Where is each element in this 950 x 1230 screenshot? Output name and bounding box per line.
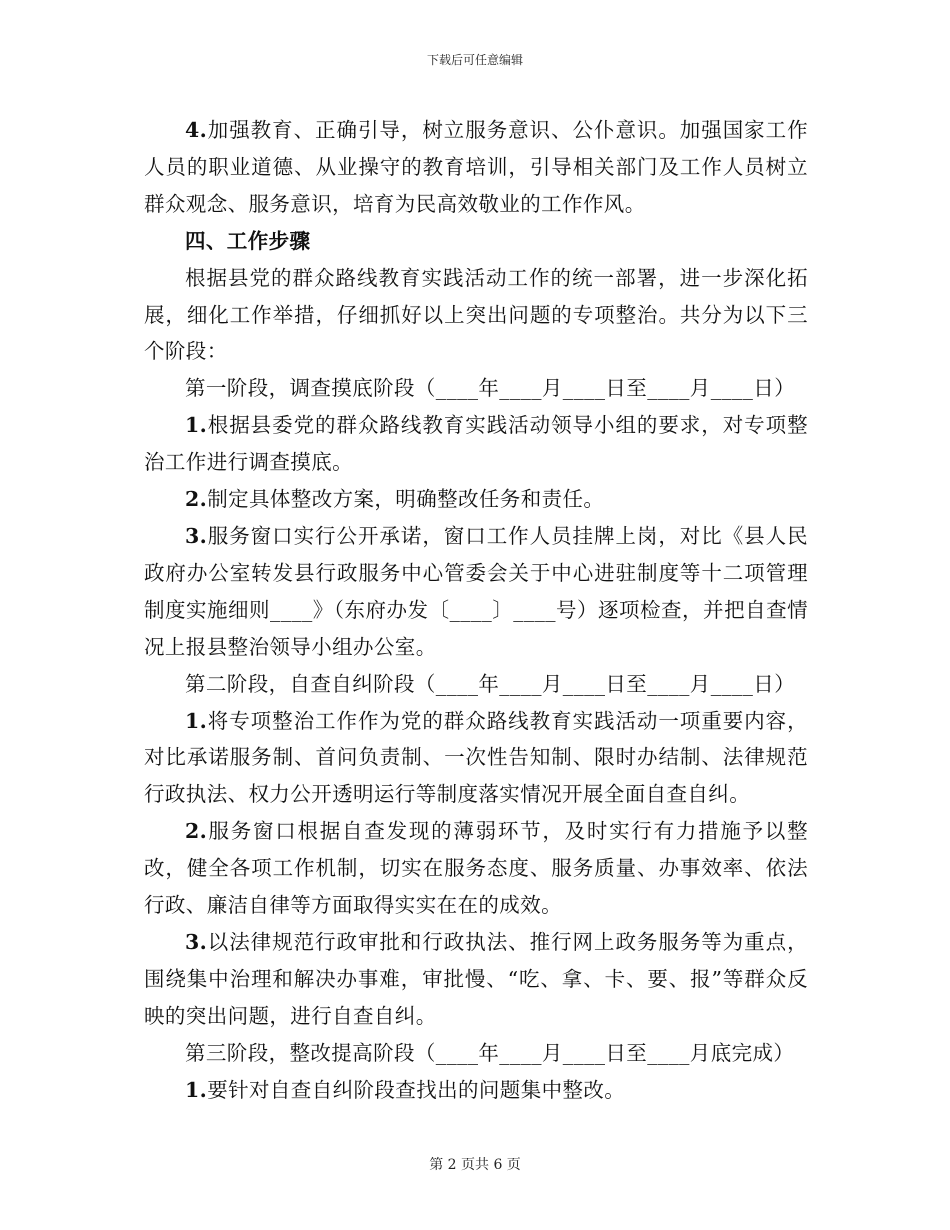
page-header-note: 下载后可任意编辑 bbox=[426, 53, 523, 67]
paragraph-intro: 根据县党的群众路线教育实践活动工作的统一部署，进一步深化拓展，细化工作举措，仔细抓好以上突出问题的专项整治。共分为以下三个阶段： bbox=[144, 265, 808, 364]
paragraph-text: 将专项整治工作作为党的群众路线教育实践活动一项重要内容，对比承诺服务制、首问负责制、一次性告知制、限时办结制、法律规范行政执法、权力公开透明运行等制度落实情况开展全面自查自纠。 bbox=[144, 708, 808, 807]
item-number: 1. bbox=[185, 1077, 208, 1102]
phase-three-item-1 bbox=[144, 1072, 808, 1109]
phase-two-item-1 bbox=[144, 703, 808, 814]
item-number: 1. bbox=[185, 708, 208, 733]
page-footer-number: 第 2 页共 6 页 bbox=[429, 1157, 521, 1173]
item-number: 3. bbox=[185, 523, 208, 548]
phase-two-item-2 bbox=[144, 813, 808, 924]
item-number: 3. bbox=[185, 929, 208, 954]
paragraph-text: 加强教育、正确引导，树立服务意识、公仆意识。加强国家工作人员的职业道德、从业操守的教育培训，引导相关部门及工作人员树立群众观念、服务意识，培育为民高效敬业的工作作风。 bbox=[144, 118, 808, 216]
document-body bbox=[144, 112, 808, 1108]
phase-two-title: 第二阶段，自查自纠阶段（____年____月____日至____月____日） bbox=[185, 671, 796, 696]
paragraph-text: 服务窗口实行公开承诺，窗口工作人员挂牌上岗，对比《县人民政府办公室转发县行政服务中心管委会关于中心进驻制度等十二项管理制度实施细则____》（东府办发〔____〕____号）逐项检查，并把自查情况上报县整治领导小组办公室。 bbox=[144, 523, 808, 659]
phase-two-item-3 bbox=[144, 924, 808, 1035]
item-number: 1. bbox=[185, 413, 208, 438]
phase-one-item-3 bbox=[144, 518, 808, 666]
item-number: 4. bbox=[185, 118, 208, 142]
paragraph-item-4 bbox=[144, 112, 808, 223]
phase-three-title: 第三阶段，整改提高阶段（____年____月____日至____月底完成） bbox=[185, 1040, 795, 1065]
paragraph-text: 服务窗口根据自查发现的薄弱环节，及时实行有力措施予以整改，健全各项工作机制，切实在服务态度、服务质量、办事效率、依法行政、廉洁自律等方面取得实实在在的成效。 bbox=[144, 819, 808, 918]
section-heading-work-steps: 四、工作步骤 bbox=[185, 228, 311, 253]
paragraph-text: 制定具体整改方案，明确整改任务和责任。 bbox=[207, 487, 605, 512]
phase-one-item-1 bbox=[144, 407, 808, 481]
phase-one-title: 第一阶段，调查摸底阶段（____年____月____日至____月____日） bbox=[185, 376, 796, 401]
phase-one-item-2 bbox=[144, 481, 808, 518]
item-number: 2. bbox=[185, 819, 208, 844]
paragraph-text: 根据县委党的群众路线教育实践活动领导小组的要求，对专项整治工作进行调查摸底。 bbox=[144, 413, 808, 475]
item-number: 2. bbox=[185, 487, 208, 512]
paragraph-text: 要针对自查自纠阶段查找出的问题集中整改。 bbox=[207, 1077, 626, 1102]
paragraph-text: 以法律规范行政审批和行政执法、推行网上政务服务等为重点，围绕集中治理和解决办事难，审批慢、“吃、拿、卡、要、报”等群众反映的突出问题，进行自查自纠。 bbox=[144, 929, 808, 1028]
